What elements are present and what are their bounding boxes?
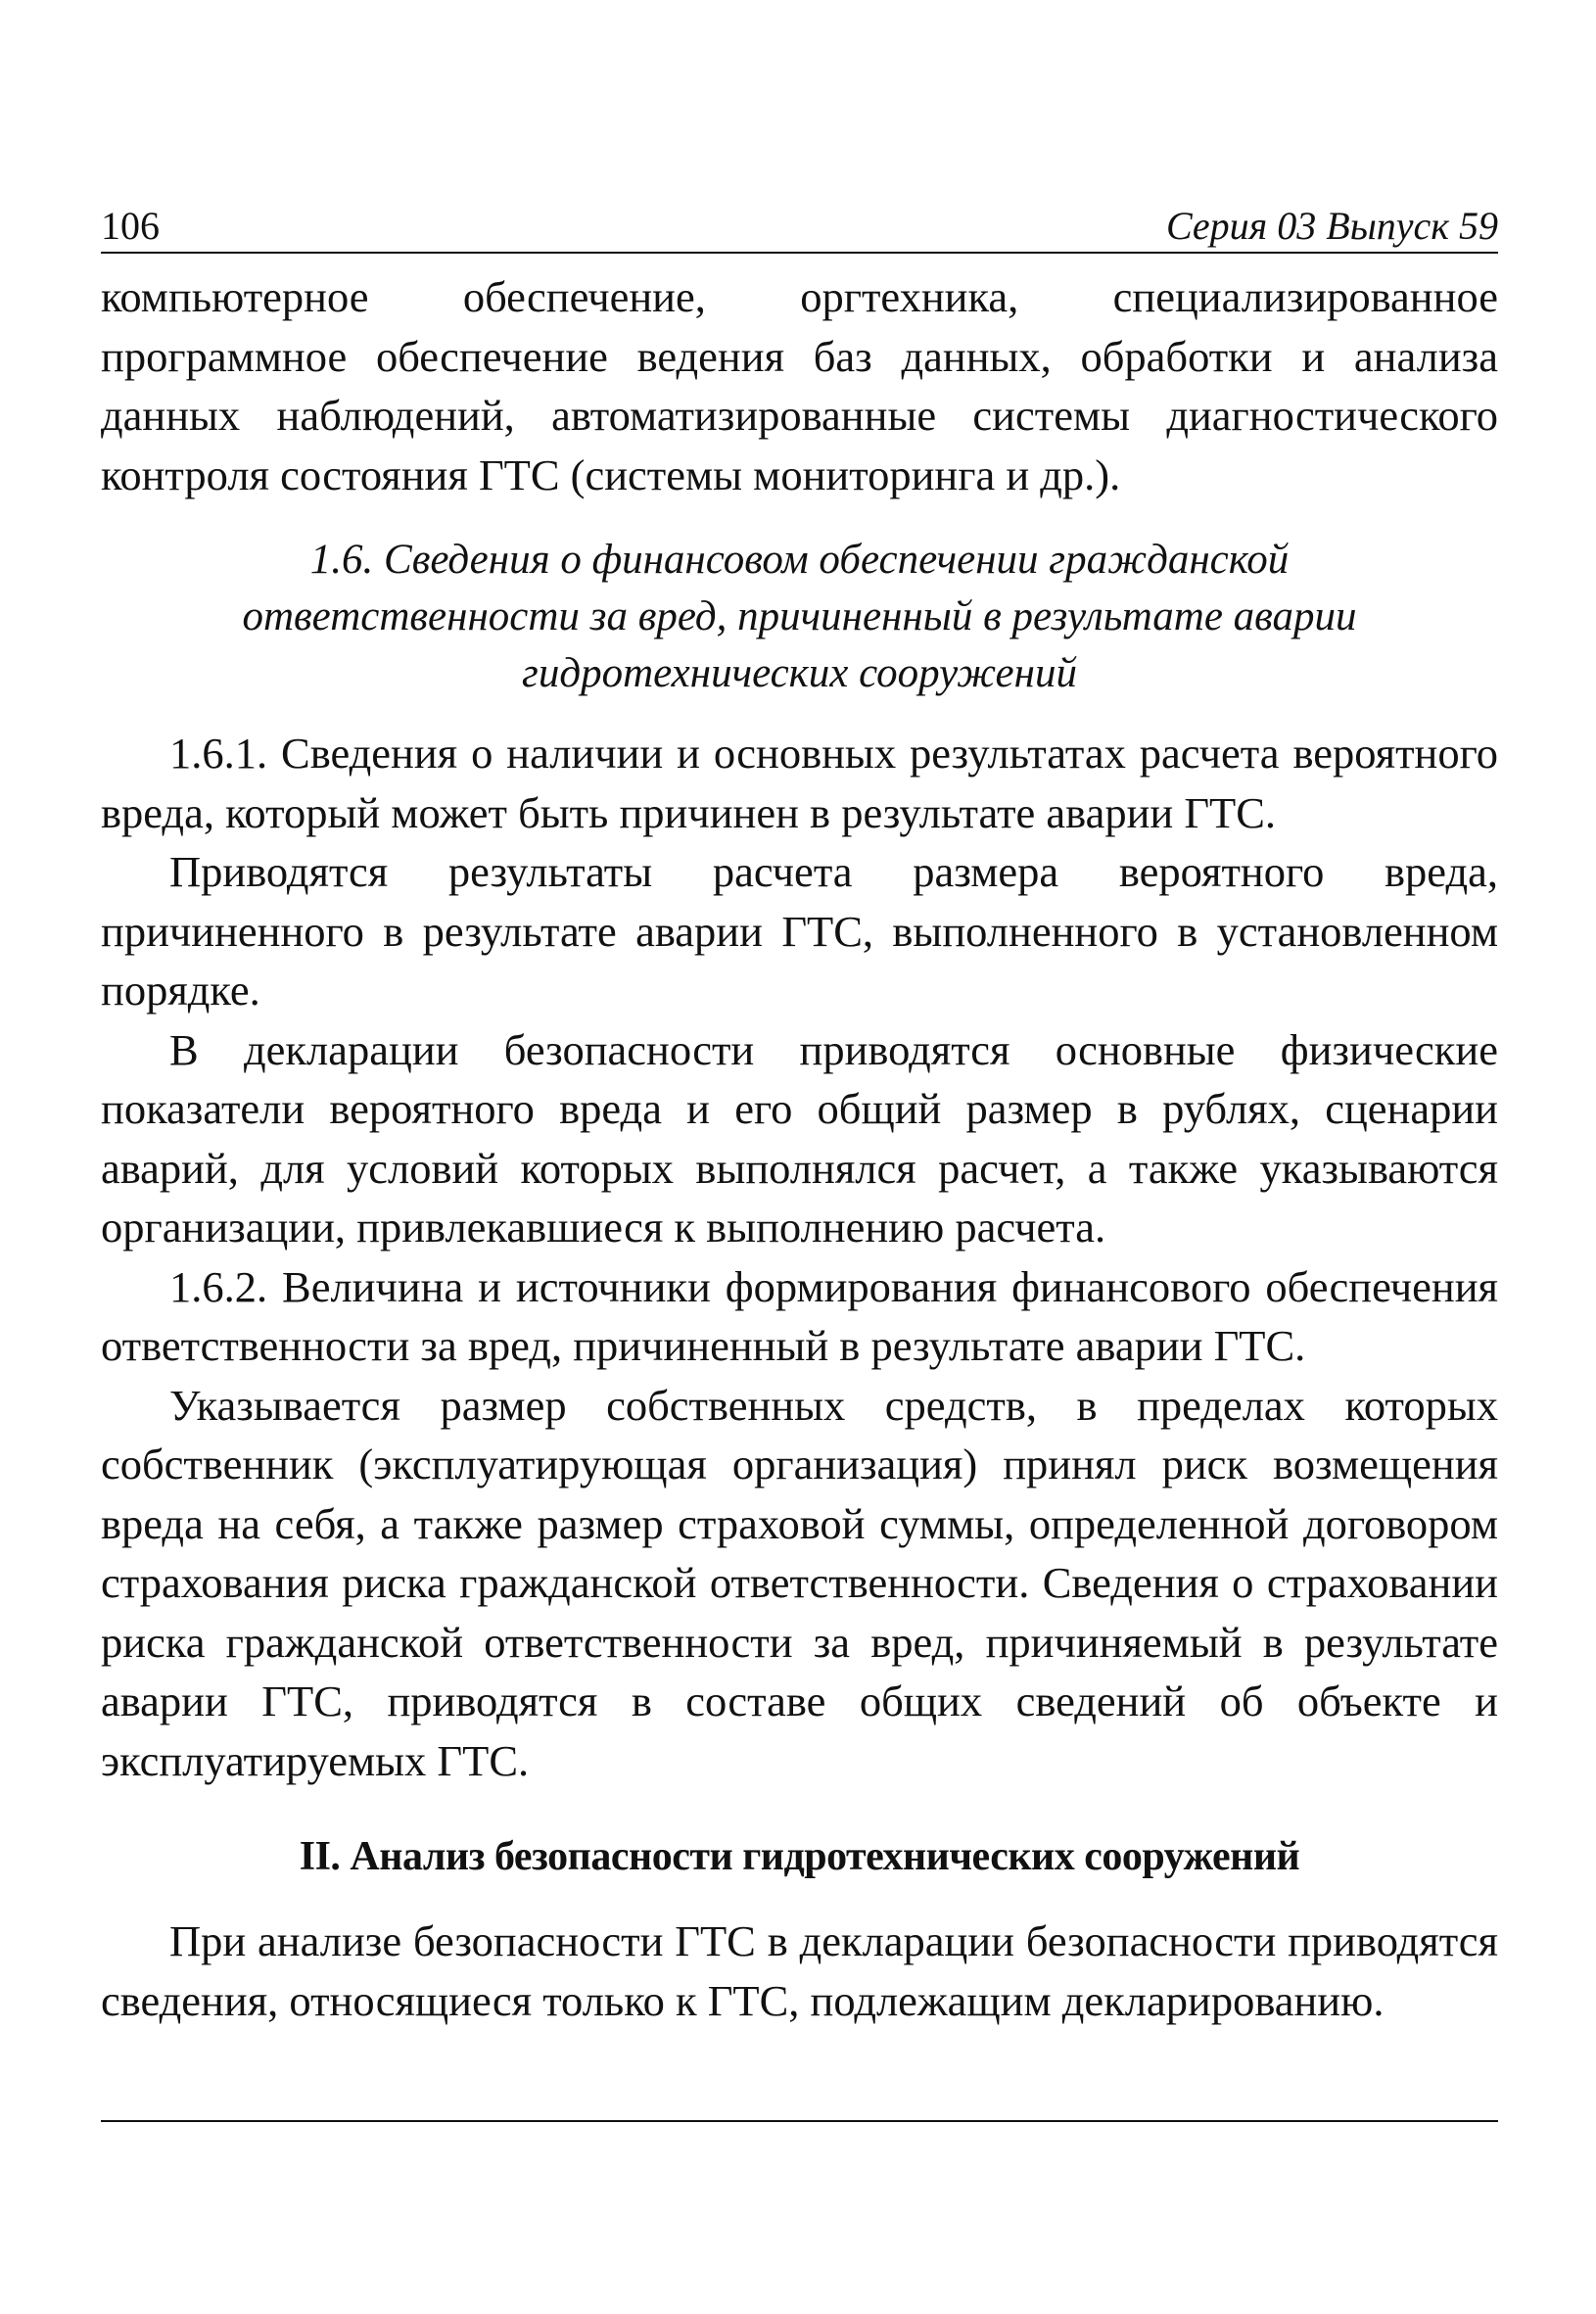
paragraph: Указывается размер собственных средств, в пределах которых собственник (эксплуатирующая организация) принял риск возмещения вреда на себя, а также размер страховой суммы, определенной договором страхования риска гражданской ответственности. Сведения о страховании риска гражданской ответственности за вред, причиняемый в результате аварии ГТС, приводятся в составе общих сведений об объекте и эксплуатируемых ГТС. <box>101 1380 1498 1785</box>
part-heading: II. Анализ безопасности гидротехнических сооружений <box>299 1834 1300 1879</box>
page-number: 106 <box>101 204 160 248</box>
intro-paragraph: компьютерное обеспечение, оргтехника, специализированное программное обеспечение ведения баз данных, обработки и анализа данных наблюдений, автоматизированные системы диагностического контроля состояния ГТС (системы мониторинга и др.). <box>101 272 1498 499</box>
section-heading: 1.6. Сведения о финансовом обеспечении гражданской ответственности за вред, причиненный в результате аварии гидротехнических сооружений <box>242 537 1357 696</box>
series-label: Серия 03 Выпуск 59 <box>1165 204 1498 248</box>
paragraph: 1.6.2. Величина и источники формирования финансового обеспечения ответственности за вред, причиненный в результате аварии ГТС. <box>101 1261 1498 1370</box>
paragraph: В декларации безопасности приводятся основные физические показатели вероятного вреда и его общий размер в рублях, сценарии аварий, для условий которых выполнялся расчет, а также указываются организации, привлекавшиеся к выполнению расчета. <box>101 1024 1498 1251</box>
body-text <box>101 267 1498 2030</box>
paragraph: Приводятся результаты расчета размера вероятного вреда, причиненного в результате аварии ГТС, выполненного в установленном порядке. <box>101 847 1498 1015</box>
bottom-divider <box>101 2120 1498 2122</box>
document-page <box>101 201 1498 2030</box>
final-paragraph: При анализе безопасности ГТС в декларации безопасности приводятся сведения, относящиеся только к ГТС, подлежащим декларированию. <box>101 1916 1498 2025</box>
running-header <box>101 201 1498 254</box>
paragraph: 1.6.1. Сведения о наличии и основных результатах расчета вероятного вреда, который может быть причинен в результате аварии ГТС. <box>101 729 1498 837</box>
